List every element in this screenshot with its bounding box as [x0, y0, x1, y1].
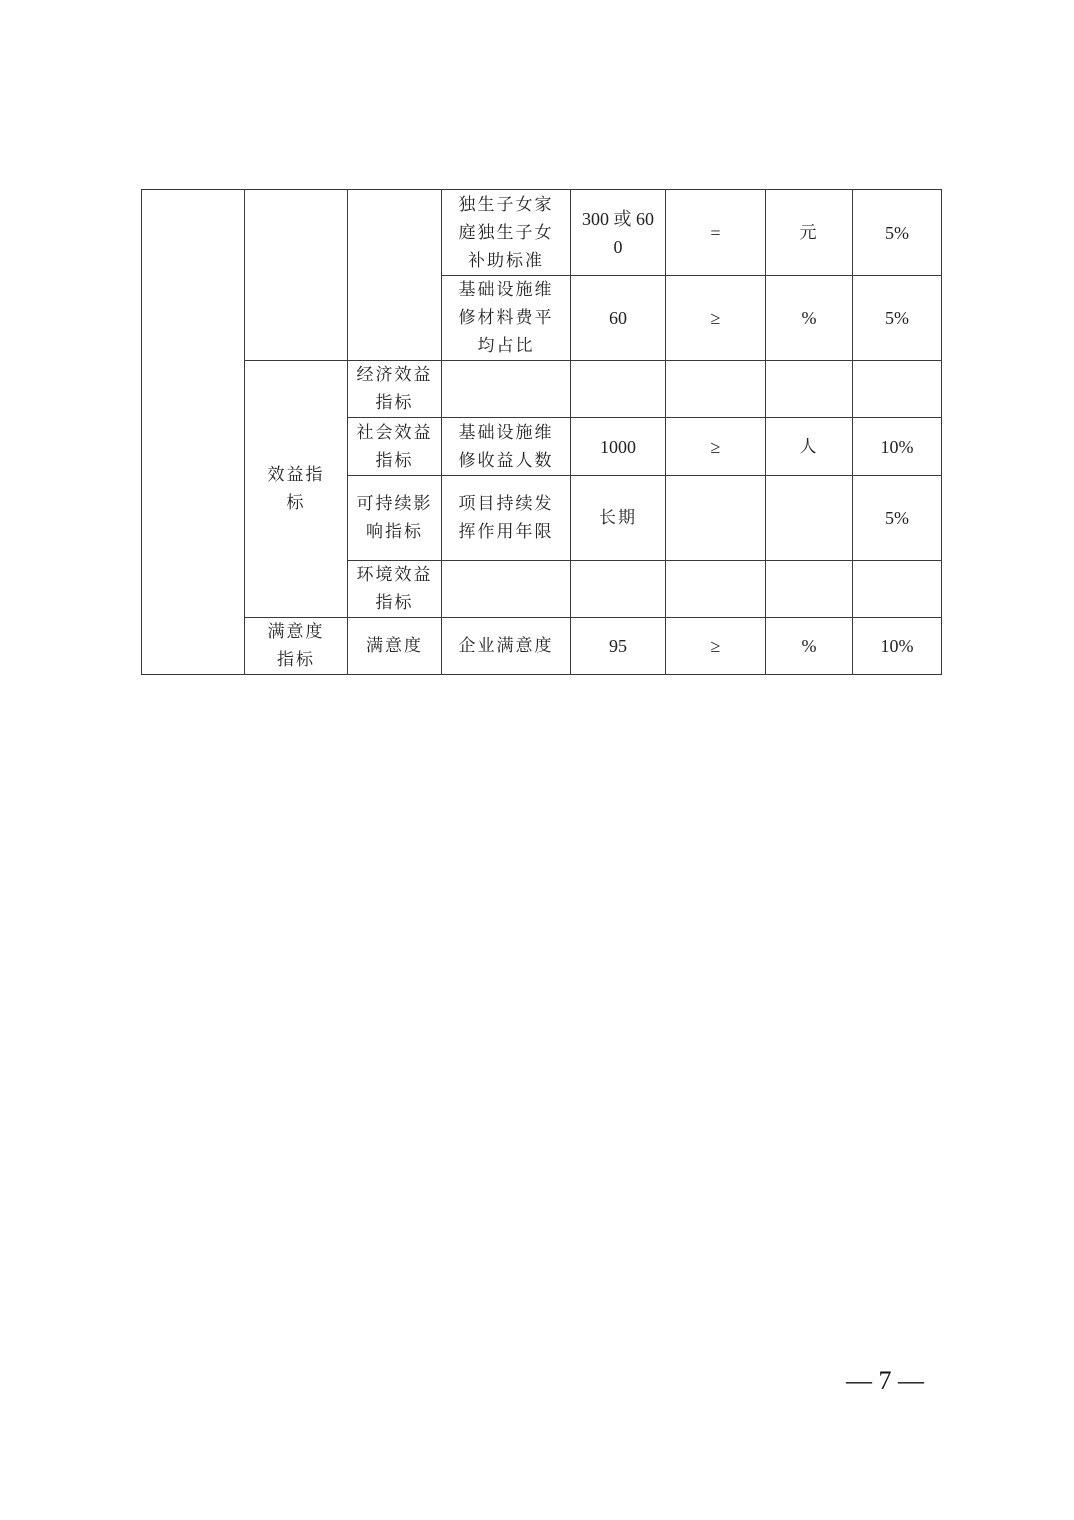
unit-cell: 人: [766, 418, 853, 476]
indicator-cell: 基础设施维修材料费平均占比: [442, 276, 571, 361]
output-level1-cell: [245, 190, 348, 361]
value-cell: [571, 561, 666, 618]
table-row: [142, 618, 942, 675]
unit-cell: %: [766, 618, 853, 675]
value-cell: 长期: [571, 476, 666, 561]
weight-cell: [853, 361, 942, 418]
weight-cell: [853, 561, 942, 618]
weight-cell: 10%: [853, 418, 942, 476]
level2-cell: 可持续影响指标: [348, 476, 442, 561]
indicator-cell: 独生子女家庭独生子女补助标准: [442, 190, 571, 276]
output-level2-cell: [348, 190, 442, 361]
unit-cell: 元: [766, 190, 853, 276]
indicator-cell: [442, 361, 571, 418]
weight-cell: 5%: [853, 190, 942, 276]
value-cell: 300 或 600: [571, 190, 666, 276]
indicator-cell: 基础设施维修收益人数: [442, 418, 571, 476]
unit-cell: [766, 476, 853, 561]
weight-cell: 10%: [853, 618, 942, 675]
operator-cell: [666, 476, 766, 561]
performance-indicator-table: [141, 189, 942, 675]
value-cell: 60: [571, 276, 666, 361]
operator-cell: ≥: [666, 418, 766, 476]
satisfaction-level1-cell: 满意度指标: [245, 618, 348, 675]
indicator-cell: 企业满意度: [442, 618, 571, 675]
unit-cell: %: [766, 276, 853, 361]
table-row: [142, 190, 942, 276]
level2-cell: 经济效益指标: [348, 361, 442, 418]
page-number: — 7 —: [846, 1366, 924, 1395]
operator-cell: =: [666, 190, 766, 276]
value-cell: 95: [571, 618, 666, 675]
indicator-cell: 项目持续发挥作用年限: [442, 476, 571, 561]
project-cell: [142, 190, 245, 675]
table-row: [142, 361, 942, 418]
unit-cell: [766, 561, 853, 618]
value-cell: [571, 361, 666, 418]
level2-cell: 满意度: [348, 618, 442, 675]
weight-cell: 5%: [853, 276, 942, 361]
operator-cell: [666, 361, 766, 418]
level2-cell: 社会效益指标: [348, 418, 442, 476]
operator-cell: [666, 561, 766, 618]
operator-cell: ≥: [666, 276, 766, 361]
value-cell: 1000: [571, 418, 666, 476]
unit-cell: [766, 361, 853, 418]
operator-cell: ≥: [666, 618, 766, 675]
indicator-cell: [442, 561, 571, 618]
benefit-level1-cell: 效益指标: [245, 361, 348, 618]
weight-cell: 5%: [853, 476, 942, 561]
level2-cell: 环境效益指标: [348, 561, 442, 618]
